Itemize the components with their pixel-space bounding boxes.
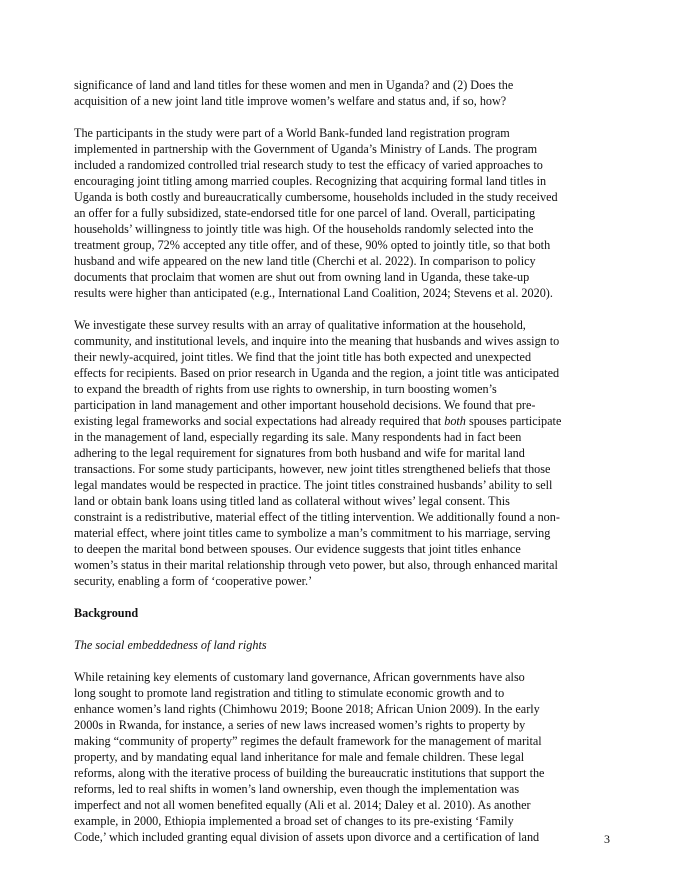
text-run: existing legal frameworks and social expectations had already required that xyxy=(74,414,445,428)
text-line: documents that proclaim that women are shut out from owning land in Uganda, these take-up xyxy=(74,270,530,284)
text-line: adhering to the legal requirement for signatures from both husband and wife for marital land xyxy=(74,446,525,460)
text-line: treatment group, 72% accepted any title offer, and of these, 90% opted to jointly title, so that both xyxy=(74,238,551,252)
text-line: participation in land management and other important household decisions. We found that pre- xyxy=(74,398,536,412)
text-line: making “community of property” regimes the default framework for the management of marital xyxy=(74,734,542,748)
text-line: material effect, where joint titles came to symbolize a man’s commitment to his marriage, serving xyxy=(74,526,551,540)
text-line: community, and institutional levels, and inquire into the meaning that husbands and wives assign to xyxy=(74,334,560,348)
text-line: effects for recipients. Based on prior research in Uganda and the region, a joint title was anticipated xyxy=(74,366,560,380)
text-line: The participants in the study were part of a World Bank-funded land registration program xyxy=(74,126,510,140)
paragraph-investigation xyxy=(74,317,610,589)
text-line: long sought to promote land registration and titling to stimulate economic growth and to xyxy=(74,686,505,700)
text-line: husband and wife appeared on the new land title (Cherchi et al. 2022). In comparison to policy xyxy=(74,254,536,268)
text-line: constraint is a redistributive, material effect of the titling intervention. We additionally found a non- xyxy=(74,510,560,524)
text-line: imperfect and not all women benefited equally (Ali et al. 2014; Daley et al. 2010). As another xyxy=(74,798,531,812)
text-line: reforms, led to real shifts in women’s land ownership, even though the implementation was xyxy=(74,782,520,796)
text-line: property, and by mandating equal land inheritance for male and female children. These legal xyxy=(74,750,525,764)
emphasis-both: both xyxy=(444,414,466,428)
text-line: acquisition of a new joint land title improve women’s welfare and status and, if so, how? xyxy=(74,94,507,108)
text-line: While retaining key elements of customary land governance, African governments have also xyxy=(74,670,525,684)
paragraph-research-questions-end xyxy=(74,77,610,109)
text-line: encouraging joint titling among married couples. Recognizing that acquiring formal land titles in xyxy=(74,174,547,188)
text-line: households’ willingness to jointly title was high. Of the households randomly selected into the xyxy=(74,222,534,236)
text-line: Uganda is both costly and bureaucratically cumbersome, households included in the study received xyxy=(74,190,558,204)
page-content xyxy=(74,77,610,845)
text-line: legal mandates would be respected in practice. The joint titles constrained husbands’ ability to sell xyxy=(74,478,553,492)
text-line: example, in 2000, Ethiopia implemented a broad set of changes to its pre-existing ‘Family xyxy=(74,814,514,828)
text-line: women’s status in their marital relationship through veto power, but also, through enhanced marital xyxy=(74,558,558,572)
text-line: reforms, along with the iterative process of building the bureaucratic institutions that support the xyxy=(74,766,545,780)
text-line: 2000s in Rwanda, for instance, a series of new laws increased women’s rights to property by xyxy=(74,718,526,732)
text-line: enhance women’s land rights (Chimhowu 2019; Boone 2018; African Union 2009). In the early xyxy=(74,702,540,716)
text-line-with-emphasis xyxy=(74,413,610,429)
text-line: included a randomized controlled trial research study to test the efficacy of varied approaches to xyxy=(74,158,543,172)
subsection-heading-social-embeddedness: The social embeddedness of land rights xyxy=(74,638,267,652)
text-line: Code,’ which included granting equal division of assets upon divorce and a certification of land xyxy=(74,830,540,844)
text-line: an offer for a fully subsidized, state-endorsed title for one parcel of land. Overall, participating xyxy=(74,206,536,220)
text-line: to expand the breadth of rights from use rights to ownership, in turn boosting women’s xyxy=(74,382,497,396)
paragraph-participants xyxy=(74,125,610,301)
text-line: security, enabling a form of ‘cooperative power.’ xyxy=(74,574,313,588)
text-line: land or obtain bank loans using titled land as collateral without wives’ legal consent. This xyxy=(74,494,510,508)
paragraph-customary-governance xyxy=(74,669,610,845)
text-line: to deepen the marital bond between spouses. Our evidence suggests that joint titles enhance xyxy=(74,542,521,556)
text-line: We investigate these survey results with an array of qualitative information at the household, xyxy=(74,318,526,332)
text-line: their newly-acquired, joint titles. We find that the joint title has both expected and unexpected xyxy=(74,350,532,364)
text-line: implemented in partnership with the Government of Uganda’s Ministry of Lands. The program xyxy=(74,142,538,156)
section-heading-background: Background xyxy=(74,606,139,620)
page-number: 3 xyxy=(604,832,610,846)
text-line: transactions. For some study participants, however, new joint titles strengthened beliefs that those xyxy=(74,462,551,476)
text-run: spouses participate xyxy=(465,414,562,428)
text-line: significance of land and land titles for these women and men in Uganda? and (2) Does the xyxy=(74,78,514,92)
text-line: results were higher than anticipated (e.g., International Land Coalition, 2024; Stevens et al. 2020). xyxy=(74,286,553,300)
text-line: in the management of land, especially regarding its sale. Many respondents had in fact been xyxy=(74,430,522,444)
